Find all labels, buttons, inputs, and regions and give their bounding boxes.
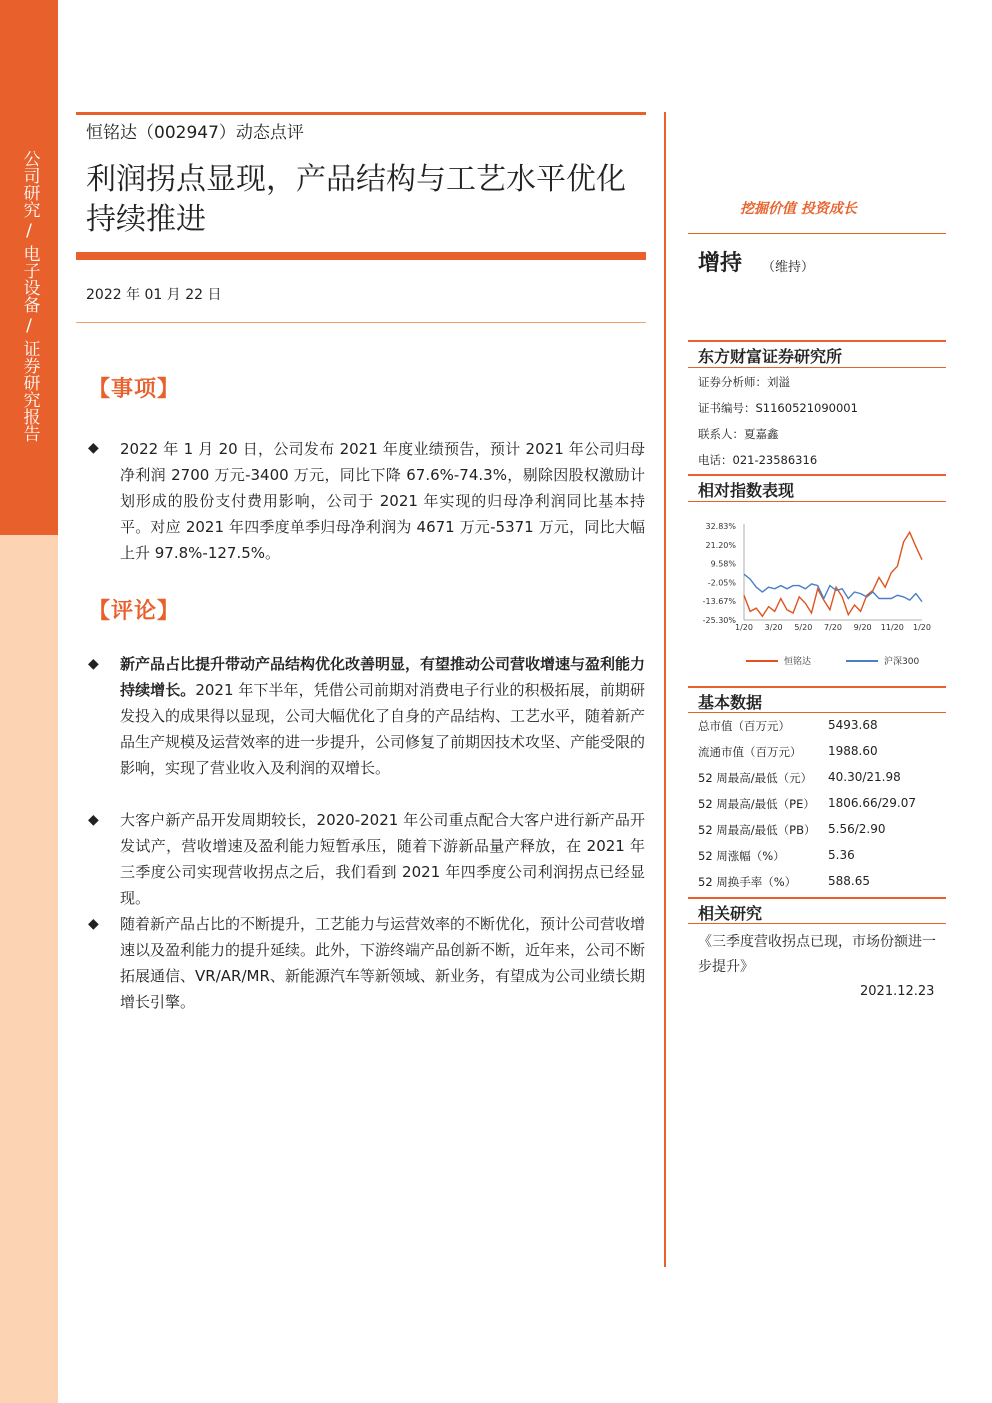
contact-phone: 电话：021-23586316 [698, 453, 818, 467]
section-title-events: 【事项】 [88, 377, 181, 402]
related-research-link[interactable]: 《三季度营收拐点已现，市场份额进一步提升》 [698, 934, 936, 975]
y-tick-label: 21.20% [705, 540, 736, 550]
basic-value: 40.30/21.98 [828, 770, 901, 784]
side-text-part: / [26, 221, 32, 241]
y-tick-label: -2.05% [707, 578, 736, 588]
x-tick-label: 5/20 [794, 623, 813, 632]
report-date: 2022 年 01 月 22 日 [86, 287, 222, 303]
basic-label: 总市值（百万元） [698, 719, 790, 733]
comment-1-lead: 新产品占比提升带动产品结构优化改善明显，有望推动公司营收增速与盈利能力持续增长。 [120, 655, 646, 699]
institute-name: 东方财富证券研究所 [698, 347, 843, 366]
contact-person: 联系人：夏嘉鑫 [698, 427, 779, 441]
y-tick-label: -13.67% [702, 597, 736, 607]
analyst-cert: 证书编号：S1160521090001 [698, 401, 858, 415]
y-tick-label: -25.30% [702, 616, 736, 625]
basic-label: 52 周最高/最低（元） [698, 771, 813, 785]
basic-value: 1806.66/29.07 [828, 796, 917, 810]
analyst-name: 证券分析师：刘溢 [698, 375, 790, 389]
basic-label: 流通市值（百万元） [698, 745, 802, 759]
rating-label: 增持 [698, 251, 743, 276]
series-line [744, 532, 922, 616]
y-tick-label: 9.58% [710, 559, 736, 569]
report-subtitle: 恒铭达（002947）动态点评 [86, 123, 304, 143]
side-text-part: 电子设备 [19, 245, 40, 313]
comment-1-body: 2021 年下半年，凭借公司前期对消费电子行业的积极拓展，前期研发投入的成果得以显现，公司大幅优化了自身的产品结构、工艺水平，随着新产品生产规模及运营效率的进一步提升，公司修复了前期因技术攻坚、产能受限的影响，实现了营业收入及利润的双增长。 [120, 681, 646, 777]
basic-value: 588.65 [828, 874, 870, 888]
basic-value: 5.56/2.90 [828, 822, 886, 836]
bullet-icon: ◆ [88, 656, 99, 672]
bullet-icon: ◆ [88, 812, 99, 828]
chart-head-rule [688, 474, 946, 476]
section-title-comments: 【评论】 [88, 599, 181, 624]
side-category-text [14, 150, 44, 442]
x-tick-label: 1/20 [735, 623, 753, 632]
bullet-icon: ◆ [88, 916, 99, 932]
basic-label: 52 周换手率（%） [698, 875, 797, 889]
basic-label: 52 周最高/最低（PE） [698, 797, 815, 811]
chart-svg [688, 512, 946, 672]
x-tick-label: 3/20 [764, 623, 783, 632]
column-divider [664, 112, 666, 1267]
chart-head-bottom-rule [688, 501, 946, 502]
side-text-part: 公司研究 [19, 150, 40, 218]
research-head-rule [688, 897, 946, 899]
comment-paragraph-3: 随着新产品占比的不断提升，工艺能力与运营效率的不断优化，预计公司营收增速以及盈利能力的提升延续。此外，下游终端产品创新不断，近年来，公司不断拓展通信、VR/AR/MR、新能源汽车等新领域、新业务，有望成为公司业绩长期增长引擎。 [120, 915, 646, 1011]
header-top-rule [76, 112, 646, 115]
report-title: 利润拐点显现，产品结构与工艺水平优化持续推进 [86, 162, 626, 237]
x-tick-label: 9/20 [853, 623, 872, 632]
side-text-part: 证券研究报告 [19, 340, 40, 442]
x-tick-label: 7/20 [824, 623, 842, 632]
basic-value: 5.36 [828, 848, 855, 862]
legend-label: 恒铭达 [784, 657, 812, 667]
comment-paragraph-2: 大客户新产品开发周期较长，2020-2021 年公司重点配合大客户进行新产品开发试产，营收增速及盈利能力短暂承压，随着下游新品量产释放，在 2021 年三季度公司实现营收拐点之后，我们看到 2021 年四季度公司利润拐点已经显现。 [120, 811, 645, 907]
basic-data-heading: 基本数据 [698, 693, 763, 712]
basic-label: 52 周最高/最低（PB） [698, 823, 816, 837]
side-text-part: / [26, 316, 32, 336]
institute-rule [688, 340, 946, 342]
institute-bottom-rule [688, 367, 946, 368]
date-separator [76, 322, 646, 323]
basic-value: 1988.60 [828, 744, 878, 758]
research-head-bottom-rule [688, 923, 946, 924]
bullet-icon: ◆ [88, 440, 99, 456]
basic-label: 52 周涨幅（%） [698, 849, 785, 863]
x-tick-label: 1/20 [913, 623, 931, 632]
comment-paragraph-1 [120, 651, 645, 781]
basic-head-rule [688, 686, 946, 688]
header-bottom-rule [76, 252, 646, 260]
basic-value: 5493.68 [828, 718, 878, 732]
rating-status: （维持） [762, 260, 815, 275]
relative-index-chart [688, 512, 946, 672]
basic-head-bottom-rule [688, 712, 946, 713]
y-tick-label: 32.83% [705, 522, 736, 531]
related-research-date: 2021.12.23 [860, 984, 935, 999]
chart-heading: 相对指数表现 [698, 481, 795, 500]
event-paragraph: 2022 年 1 月 20 日，公司发布 2021 年度业绩预告，预计 2021 年公司归母净利润 2700 万元-3400 万元，同比下降 67.6%-74.3%，剔除因股权激励计划形成的股份支付费用影响，公司于 2021 年实现的归母净利润同比基本持平。对应 2021 年四季度单季归母净利润为 4671 万元-5371 万元，同比大幅上升 97.8%-127.5%。 [120, 440, 645, 562]
x-tick-label: 11/20 [880, 623, 904, 632]
legend-label: 沪深300 [884, 657, 920, 667]
rating-top-rule [688, 233, 946, 234]
related-research-heading: 相关研究 [698, 904, 763, 923]
slogan: 挖掘价值 投资成长 [740, 201, 857, 217]
